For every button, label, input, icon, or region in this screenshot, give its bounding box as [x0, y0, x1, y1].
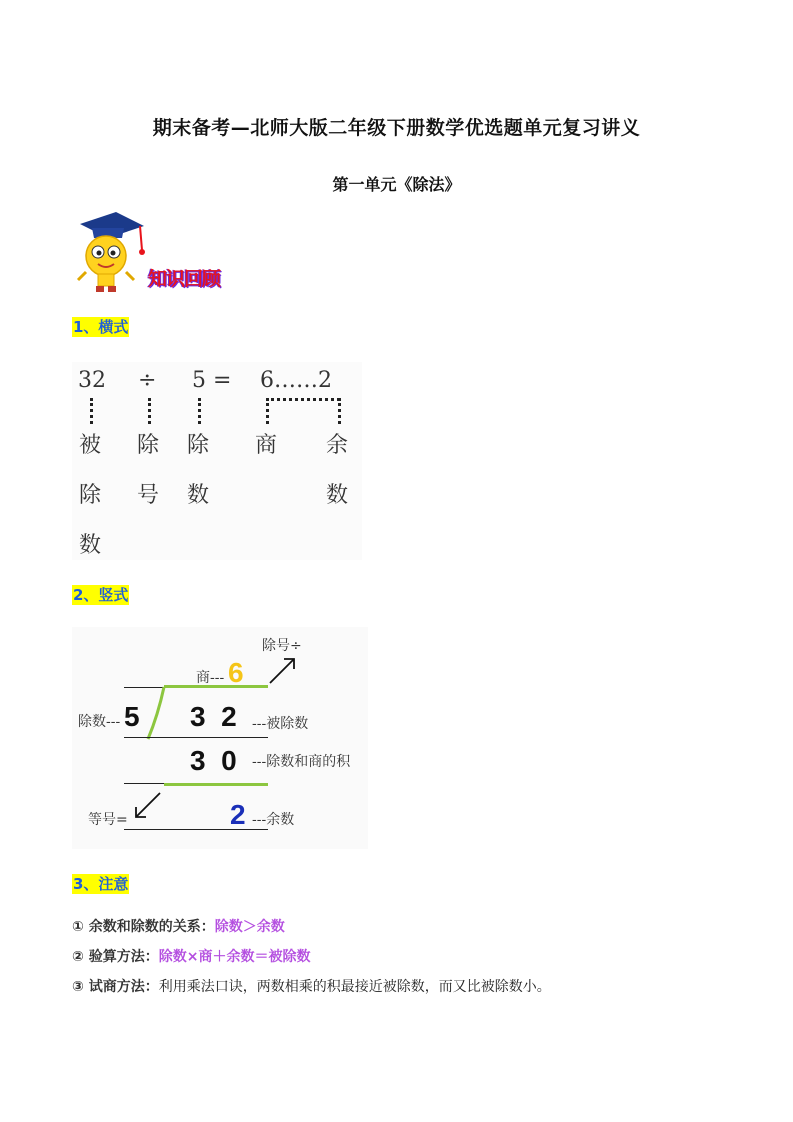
division-bracket-top [164, 685, 268, 688]
label-div-sign-1: 除 [137, 433, 160, 458]
label-division-sign: 除号÷ [262, 638, 302, 654]
product-digits: 3 0 [190, 745, 237, 776]
remainder-digit: 2 [230, 799, 246, 830]
label-dividend-3: 数 [79, 533, 102, 558]
note-trial-quotient [72, 976, 551, 996]
note-label: ① 余数和除数的关系： [72, 919, 215, 935]
eq-quotient-remainder: 6……2 [260, 368, 332, 393]
label-div-sign-2: 号 [137, 483, 160, 508]
page-title: 期末备考—北师大版二年级下册数学优选题单元复习讲义 [152, 117, 641, 139]
arrow-down-left-icon [132, 791, 162, 821]
label-equals: 等号= [88, 812, 128, 828]
dash-connector [266, 398, 269, 424]
dash-connector [90, 398, 93, 424]
label-remainder-2: 数 [326, 483, 349, 508]
label-dividend-2: 除 [79, 483, 102, 508]
label-dividend-1: 被 [79, 433, 102, 458]
division-bracket-curve [144, 685, 168, 741]
dash-connector [198, 398, 201, 424]
note-value: 利用乘法口诀，两数相乘的积最接近被除数，而又比被除数小。 [158, 979, 551, 995]
arrow-up-right-icon [268, 655, 298, 685]
rule-line [124, 737, 268, 738]
section-heading-horizontal: 1、横式 [73, 318, 129, 336]
section-heading-vertical: 2、竖式 [73, 586, 129, 604]
label-divisor-2: 数 [187, 483, 210, 508]
eq-dividend: 32 [78, 368, 106, 393]
rule-line [124, 829, 268, 830]
note-check-method [72, 946, 310, 966]
knowledge-review-label: 知识回顾 [148, 268, 221, 290]
dash-bracket [266, 398, 340, 401]
note-value: 除数＞余数 [214, 919, 285, 935]
quotient-digit: 6 [228, 657, 244, 688]
horizontal-division-figure [72, 362, 362, 560]
dash-connector [148, 398, 151, 424]
label-remainder: ---余数 [252, 812, 295, 828]
graduate-mascot-icon [72, 210, 152, 294]
dash-connector [338, 398, 341, 424]
subtraction-line [164, 783, 268, 786]
note-value: 除数×商＋余数＝被除数 [158, 949, 311, 965]
dividend-digits: 3 2 [190, 701, 237, 732]
note-remainder-relation [72, 916, 285, 936]
eq-divisor: 5 = [192, 368, 232, 393]
note-label: ③ 试商方法： [72, 979, 159, 995]
unit-title: 第一单元《除法》 [332, 175, 461, 194]
label-divisor: 除数--- [78, 714, 121, 730]
label-quotient: 商 [255, 433, 278, 458]
label-divisor-1: 除 [187, 433, 210, 458]
label-product: ---除数和商的积 [252, 754, 351, 770]
eq-division-sign: ÷ [138, 368, 157, 393]
rule-line [124, 783, 164, 784]
label-quotient: 商--- [196, 670, 225, 686]
long-division-figure [72, 627, 368, 849]
label-remainder-1: 余 [326, 433, 349, 458]
section-heading-notes: 3、注意 [73, 875, 129, 893]
note-label: ② 验算方法： [72, 949, 159, 965]
divisor-digit: 5 [124, 701, 140, 732]
label-dividend: ---被除数 [252, 716, 309, 732]
